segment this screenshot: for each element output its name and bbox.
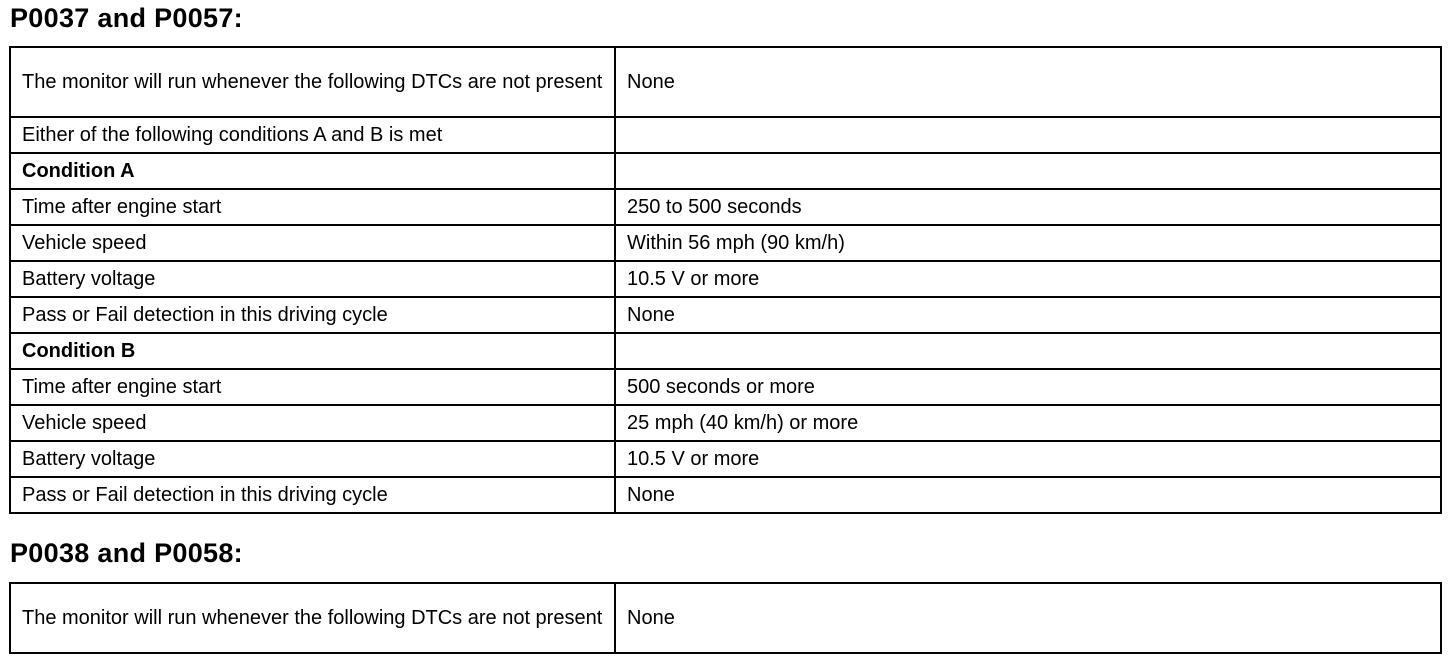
row-value: None <box>615 47 1441 117</box>
row-value <box>615 117 1441 153</box>
condition-a-label: Condition A <box>10 153 615 189</box>
row-value: 10.5 V or more <box>615 261 1441 297</box>
row-value: None <box>615 583 1441 653</box>
row-value: 500 seconds or more <box>615 369 1441 405</box>
monitor-conditions-table <box>9 46 1442 514</box>
table-row <box>10 117 1441 153</box>
row-label: Time after engine start <box>10 189 615 225</box>
row-label: Pass or Fail detection in this driving cycle <box>10 477 615 513</box>
row-label: Either of the following conditions A and B is met <box>10 117 615 153</box>
table-row <box>10 333 1441 369</box>
row-value: None <box>615 297 1441 333</box>
row-label: Pass or Fail detection in this driving cycle <box>10 297 615 333</box>
row-label: The monitor will run whenever the following DTCs are not present <box>10 583 615 653</box>
section-heading-p0037-p0057: P0037 and P0057: <box>10 3 243 33</box>
row-label: Vehicle speed <box>10 405 615 441</box>
row-label: Battery voltage <box>10 261 615 297</box>
condition-b-label: Condition B <box>10 333 615 369</box>
row-label: Battery voltage <box>10 441 615 477</box>
row-label: The monitor will run whenever the following DTCs are not present <box>10 47 615 117</box>
row-label: Vehicle speed <box>10 225 615 261</box>
monitor-conditions-table-2 <box>9 582 1442 654</box>
table-row <box>10 405 1441 441</box>
row-value: 10.5 V or more <box>615 441 1441 477</box>
section-heading-p0038-p0058: P0038 and P0058: <box>10 538 243 568</box>
row-value: Within 56 mph (90 km/h) <box>615 225 1441 261</box>
row-value <box>615 153 1441 189</box>
table-row <box>10 369 1441 405</box>
table-row <box>10 153 1441 189</box>
table-row <box>10 297 1441 333</box>
table-row <box>10 261 1441 297</box>
table-row <box>10 225 1441 261</box>
row-value: None <box>615 477 1441 513</box>
table-row <box>10 47 1441 117</box>
table-row <box>10 189 1441 225</box>
row-value <box>615 333 1441 369</box>
row-value: 25 mph (40 km/h) or more <box>615 405 1441 441</box>
table-row <box>10 441 1441 477</box>
row-label: Time after engine start <box>10 369 615 405</box>
table-row <box>10 583 1441 653</box>
table-row <box>10 477 1441 513</box>
row-value: 250 to 500 seconds <box>615 189 1441 225</box>
